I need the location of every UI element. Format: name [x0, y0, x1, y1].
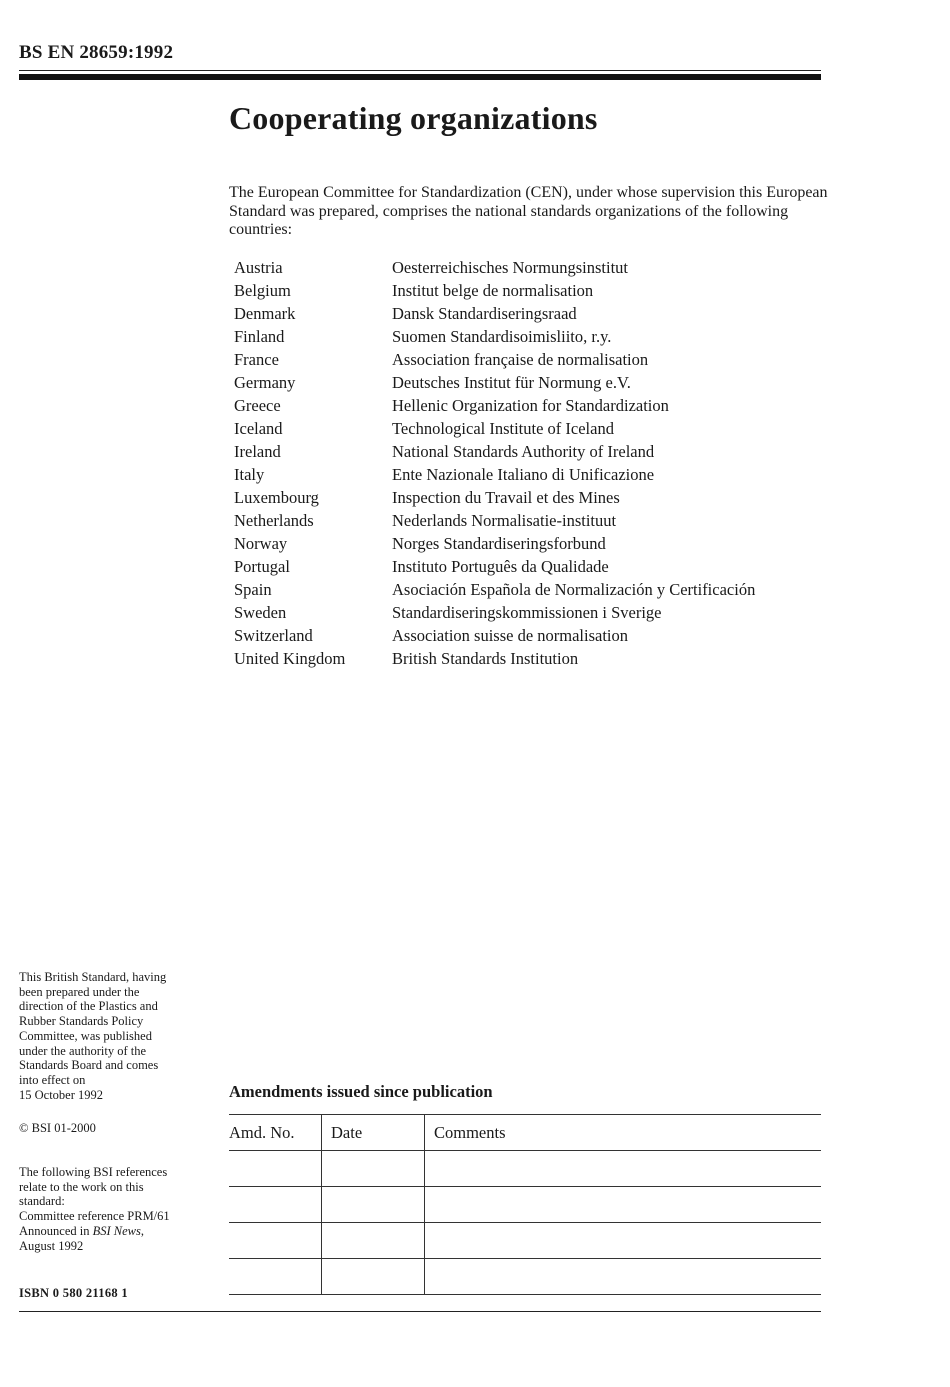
amendment-row	[229, 1223, 821, 1259]
amd-no-cell	[229, 1151, 322, 1187]
comments-cell	[425, 1187, 822, 1223]
country-name: Portugal	[234, 557, 290, 576]
page-title: Cooperating organizations	[229, 100, 598, 136]
date-cell	[322, 1259, 425, 1295]
organization-name: Oesterreichisches Normungsinstitut	[392, 258, 628, 277]
comments-cell	[425, 1259, 822, 1295]
publication-note-line: This British Standard, having	[19, 970, 167, 984]
organization-name: Nederlands Normalisatie-instituut	[392, 511, 617, 530]
organization-name: National Standards Authority of Ireland	[392, 442, 655, 461]
publication-note-line: under the authority of the	[19, 1043, 147, 1058]
organization-name: Hellenic Organization for Standardization	[392, 396, 669, 415]
organization-name: Deutsches Institut für Normung e.V.	[392, 373, 631, 392]
country-name: Iceland	[234, 419, 283, 438]
date-cell	[322, 1151, 425, 1187]
isbn: ISBN 0 580 21168 1	[19, 1286, 128, 1300]
country-name: France	[234, 350, 279, 369]
organization-name: Dansk Standardiseringsraad	[392, 304, 577, 323]
announced-publication: BSI News	[92, 1223, 141, 1238]
organizations-list	[234, 256, 755, 670]
organization-name: Institut belge de normalisation	[392, 281, 594, 300]
organization-row	[234, 601, 755, 624]
organization-name: Association française de normalisation	[392, 350, 649, 369]
publication-note-line: Rubber Standards Policy	[19, 1014, 144, 1029]
column-header-comments: Comments	[425, 1115, 822, 1151]
references-note	[19, 1165, 219, 1253]
country-name: Belgium	[234, 281, 291, 300]
organization-name: Suomen Standardisoimisliito, r.y.	[392, 327, 612, 346]
comments-cell	[425, 1151, 822, 1187]
organization-name: Technological Institute of Iceland	[392, 419, 614, 438]
organization-row	[234, 509, 755, 532]
amd-no-cell	[229, 1259, 322, 1295]
announced-line	[19, 1224, 219, 1239]
country-name: United Kingdom	[234, 649, 346, 668]
amendments-table	[229, 1114, 821, 1295]
country-name: Denmark	[234, 304, 296, 323]
amendments-header-row	[229, 1115, 821, 1151]
organization-name: Instituto Português da Qualidade	[392, 557, 609, 576]
amd-no-cell	[229, 1223, 322, 1259]
references-note-line: Committee reference PRM/61	[19, 1209, 170, 1224]
organization-row	[234, 463, 755, 486]
country-name: Austria	[234, 258, 283, 277]
organization-row	[234, 647, 755, 670]
references-note-line: relate to the work on this	[19, 1179, 144, 1194]
organization-row	[234, 532, 755, 555]
publication-note	[19, 970, 219, 1102]
column-header-date: Date	[322, 1115, 425, 1151]
publication-note-line: 15 October 1992	[19, 1087, 104, 1102]
organization-name: Ente Nazionale Italiano di Unificazione	[392, 465, 655, 484]
organization-row	[234, 348, 755, 371]
date-cell	[322, 1223, 425, 1259]
date-cell	[322, 1187, 425, 1223]
announced-suffix: ,	[140, 1223, 144, 1238]
publication-note-line: into effect on	[19, 1072, 86, 1087]
publication-note-line: direction of the Plastics and	[19, 999, 158, 1014]
organization-row	[234, 256, 755, 279]
organization-name: Association suisse de normalisation	[392, 626, 629, 645]
header-rule-thick	[19, 74, 821, 80]
amd-no-cell	[229, 1187, 322, 1223]
organization-name: British Standards Institution	[392, 649, 579, 668]
publication-note-line: been prepared under the	[19, 984, 140, 999]
publication-note-line: Standards Board and comes	[19, 1058, 159, 1073]
amendment-row	[229, 1187, 821, 1223]
country-name: Spain	[234, 580, 272, 599]
country-name: Switzerland	[234, 626, 313, 645]
organization-row	[234, 624, 755, 647]
country-name: Netherlands	[234, 511, 314, 530]
organization-row	[234, 486, 755, 509]
country-name: Italy	[234, 465, 265, 484]
footer-rule	[19, 1311, 821, 1312]
publication-note-line: Committee, was published	[19, 1028, 152, 1043]
amendment-row	[229, 1259, 821, 1295]
organization-row	[234, 371, 755, 394]
organization-row	[234, 555, 755, 578]
organization-name: Norges Standardiseringsforbund	[392, 534, 606, 553]
intro-paragraph: The European Committee for Standardization (CEN), under whose supervision this European Standard was prepared, comprises the national standards organizations of the following countries:	[229, 184, 828, 238]
organization-name: Asociación Española de Normalización y Certificación	[392, 580, 756, 599]
organization-row	[234, 325, 755, 348]
document-code: BS EN 28659:1992	[19, 42, 174, 63]
country-name: Finland	[234, 327, 285, 346]
country-name: Norway	[234, 534, 288, 553]
country-name: Ireland	[234, 442, 281, 461]
copyright-note: © BSI 01-2000	[19, 1121, 96, 1135]
references-note-line: standard:	[19, 1194, 65, 1209]
organization-row	[234, 417, 755, 440]
references-note-line: The following BSI references	[19, 1165, 168, 1179]
amendment-row	[229, 1151, 821, 1187]
country-name: Greece	[234, 396, 281, 415]
announced-prefix: Announced in	[19, 1223, 93, 1238]
column-header-amd-no: Amd. No.	[229, 1115, 322, 1151]
organization-row	[234, 440, 755, 463]
country-name: Sweden	[234, 603, 287, 622]
country-name: Germany	[234, 373, 296, 392]
amendments-title: Amendments issued since publication	[229, 1082, 493, 1101]
organization-row	[234, 279, 755, 302]
comments-cell	[425, 1223, 822, 1259]
header-rule-thin	[19, 70, 821, 71]
organization-name: Standardiseringskommissionen i Sverige	[392, 603, 662, 622]
announced-date: August 1992	[19, 1238, 84, 1253]
organization-name: Inspection du Travail et des Mines	[392, 488, 620, 507]
organization-row	[234, 394, 755, 417]
organization-row	[234, 578, 755, 601]
country-name: Luxembourg	[234, 488, 319, 507]
organization-row	[234, 302, 755, 325]
